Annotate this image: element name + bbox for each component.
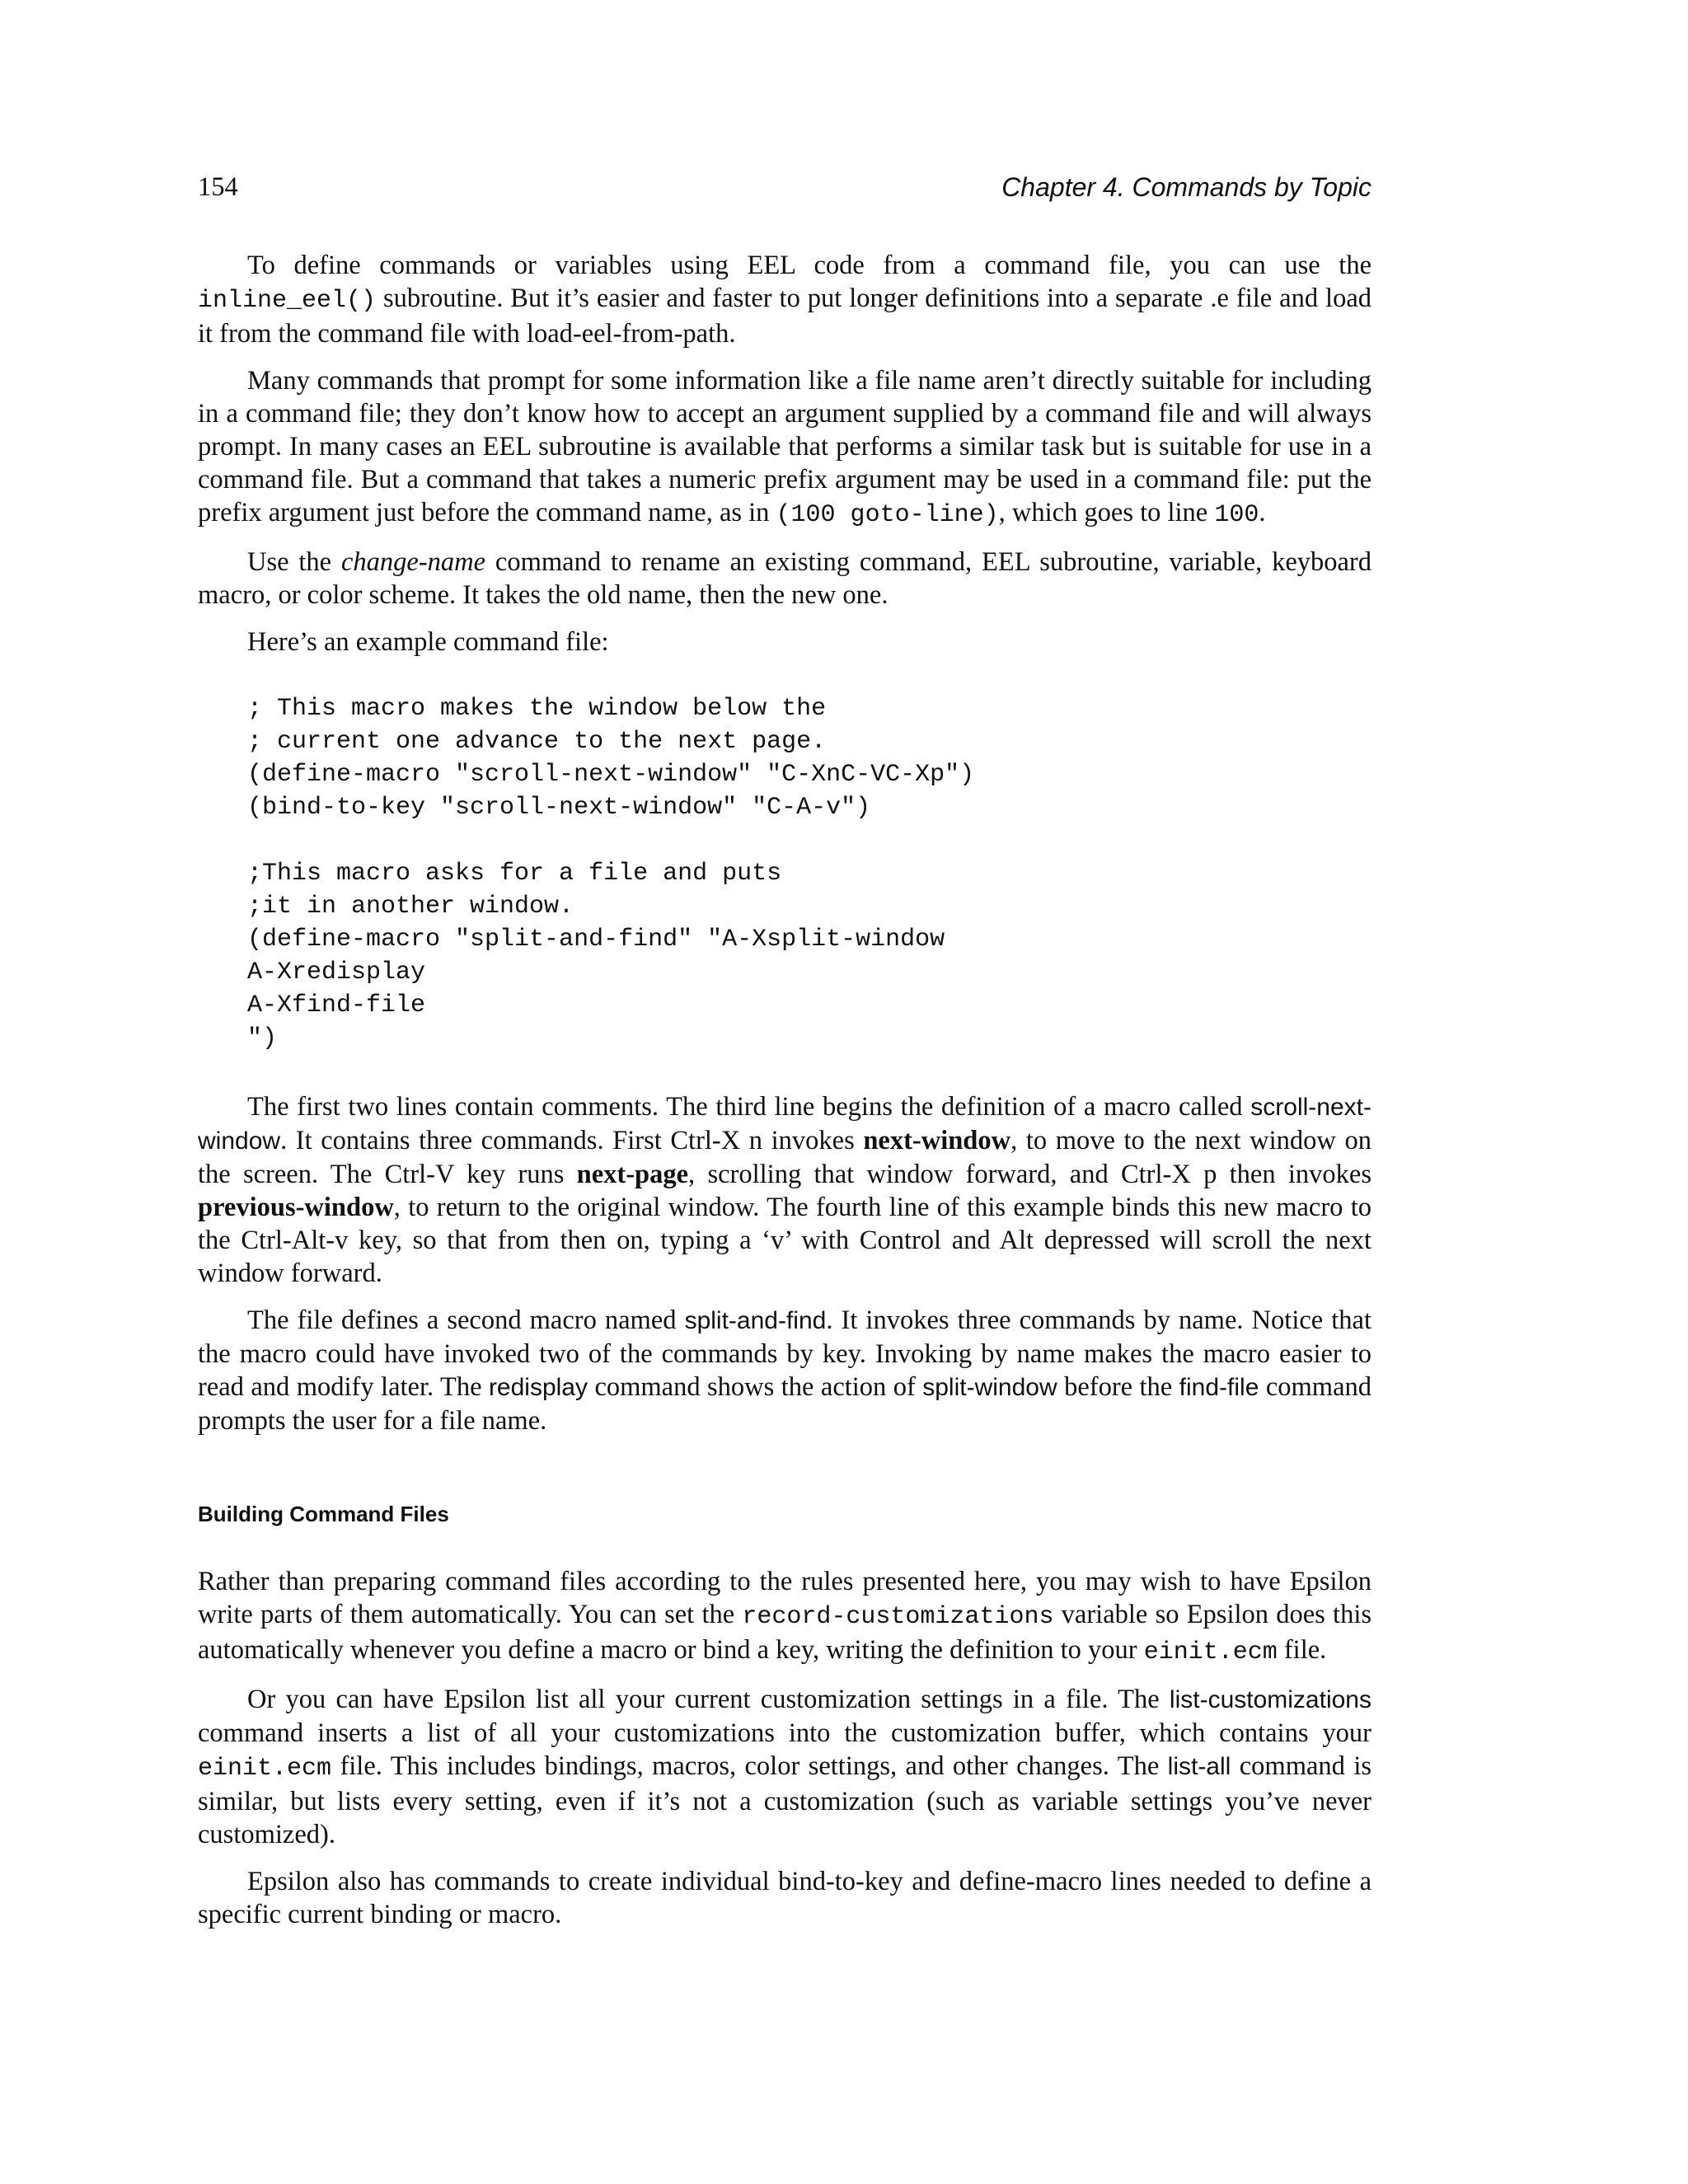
inline-code: einit.ecm (198, 1755, 332, 1783)
command-name: list-customizations (1169, 1686, 1372, 1713)
text-run: , to move to the next window on the screen. The Ctrl-V key runs (198, 1126, 1372, 1189)
text-run: , which goes to line (998, 498, 1215, 527)
text-run: The file defines a second macro named (247, 1305, 685, 1335)
text-run: command is similar, but lists every setting, even if it’s not a customization (such as variable settings you’ve never customized). (198, 1751, 1372, 1849)
text-run: , scrolling that window forward, and Ctrl-X p then invokes (688, 1160, 1372, 1189)
text-run: Or you can have Epsilon list all your current customization settings in a file. The (247, 1685, 1170, 1714)
paragraph (198, 249, 1372, 350)
page-number: 154 (198, 172, 238, 202)
paragraph (198, 546, 1372, 612)
running-head: Chapter 4. Commands by Topic (1001, 172, 1372, 202)
command-name: split-and-find (684, 1307, 827, 1334)
text-run: . (1259, 498, 1266, 527)
command-name: list-all (1167, 1753, 1231, 1780)
command-name: split-window (922, 1374, 1057, 1401)
code-example: ; This macro makes the window below the ; current one advance to the next page. (define-macro "scroll-next-window" "C-XnC-VC-Xp") (bind-to-key "scroll-next-window" "C-A-v") ;This macro asks for a file and puts ;it in another window. (define-macro "split-and-find" "A-Xsplit-window A-Xredisplay A-Xfind-file ") (247, 695, 975, 1052)
section-heading: Building Command Files (198, 1502, 449, 1526)
text-run: The first two lines contain comments. The third line begins the definition of a macro called (247, 1092, 1251, 1122)
paragraph (198, 1304, 1372, 1437)
text-run: . It contains three commands. First Ctrl-X n invokes (280, 1126, 864, 1155)
page-header (198, 171, 1372, 207)
text-run: Rather than preparing command files according to the rules presented here, you may wish to have Epsilon write parts of them automatically. You can set the (198, 1567, 1372, 1629)
text-run: command to rename an existing command, EEL subroutine, variable, keyboard macro, or color scheme. It takes the old name, then the new one. (198, 547, 1372, 610)
text-run: Use the (247, 547, 341, 577)
text-run: Epsilon also has commands to create individual bind-to-key and define-macro lines needed to define a specific current binding or macro. (198, 1867, 1372, 1929)
paragraph (198, 626, 1372, 658)
paragraph (198, 1865, 1372, 1931)
text-run: Many commands that prompt for some information like a file name aren’t directly suitable for including in a command file; they don’t know how to accept an argument supplied by a command file and will always prompt. In many cases an EEL subroutine is available that performs a similar task but is suitable for use in a command file. But a command that takes a numeric prefix argument may be used in a command file: put the prefix argument just before the command name, as in (198, 366, 1372, 527)
command-name: find-file (1179, 1374, 1259, 1401)
command-name-bold: next-page (576, 1160, 689, 1189)
inline-code: record-customizations (742, 1603, 1054, 1631)
paragraph (198, 1683, 1372, 1851)
text-run: file. This includes bindings, macros, color settings, and other changes. The (331, 1751, 1168, 1781)
text-run: variable so Epsilon does this automatically whenever you define a macro or bind a key, writing the definition to your (198, 1600, 1372, 1665)
command-name: redisplay (488, 1374, 588, 1401)
text-run: command inserts a list of all your customizations into the customization buffer, which contains your (198, 1718, 1372, 1748)
text-run: file. (1277, 1635, 1327, 1665)
inline-code: einit.ecm (1143, 1638, 1278, 1666)
text-run: , to return to the original window. The fourth line of this example binds this new macro to the Ctrl-Alt-v key, so that from then on, typing a ‘v’ with Control and Alt depressed will scroll the next window forward. (198, 1193, 1372, 1288)
body-text (198, 249, 1372, 1945)
paragraph (198, 1565, 1372, 1669)
command-name-bold: next-window (863, 1126, 1011, 1155)
paragraph (198, 364, 1372, 532)
command-name-bold: previous-window (198, 1193, 394, 1222)
text-run: command shows the action of (588, 1372, 923, 1402)
command-name-italic: change-name (340, 547, 486, 577)
inline-code: inline_eel() (198, 287, 377, 315)
text-run: Here’s an example command file: (247, 627, 609, 657)
text-run: command prompts the user for a file name. (198, 1372, 1372, 1436)
inline-code: 100 (1214, 501, 1259, 529)
command-name: scroll-next-window (198, 1094, 1372, 1155)
paragraph (198, 1090, 1372, 1290)
text-run: To define commands or variables using EEL code from a command file, you can use the (247, 251, 1372, 280)
text-run: before the (1057, 1372, 1179, 1402)
inline-code: (100 goto-line) (776, 501, 999, 529)
text-run: subroutine. But it’s easier and faster to put longer definitions into a separate .e file and load it from the command file with load-eel-from-path. (198, 284, 1372, 349)
text-run: . It invokes three commands by name. Notice that the macro could have invoked two of the commands by key. Invoking by name makes the macro easier to read and modify later. The (198, 1305, 1372, 1402)
